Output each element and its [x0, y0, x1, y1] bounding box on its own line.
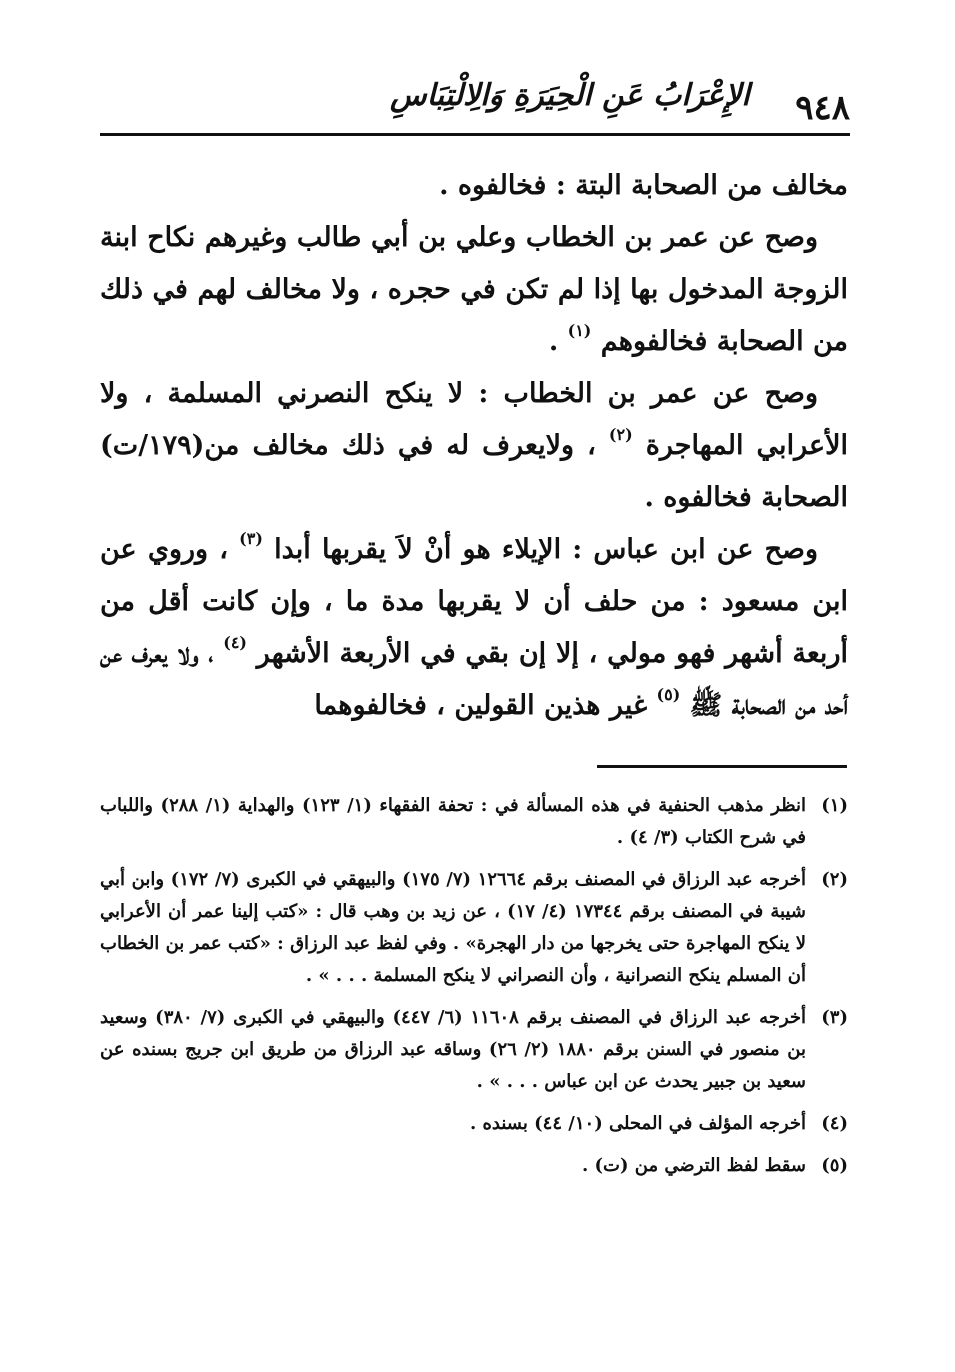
footnote-item — [100, 1150, 848, 1182]
paragraph-text: ، وروي عن ابن مسعود : من حلف أن لا يقربها مدة ما ، وإن كانت أقل من أربعة أشهر فهو مولي ، إلا إن بقي في الأربعة الأشهر — [100, 534, 848, 669]
paragraph-text: غير هذين القولين ، فخالفوهما — [314, 690, 648, 721]
footnote-text: انظر مذهب الحنفية في هذه المسألة في : تحفة الفقهاء (١/ ١٢٣) والهداية (١/ ٢٨٨) واللباب في شرح الكتاب (٣/ ٤) . — [100, 795, 807, 848]
paragraph-text: ، ولا يعرف عن أحد من الصحابة ﷺ — [100, 638, 848, 721]
paragraph-2 — [100, 212, 848, 368]
footnote-ref: (١) — [567, 321, 592, 340]
footnote-item — [100, 1108, 848, 1140]
paragraph-text: وصح عن ابن عباس : الإيلاء هو أنْ لاَ يقربها أبدا — [274, 534, 818, 565]
paragraph-text: ، ولايعرف له في ذلك مخالف من(١٧٩/ت) الصحابة فخالفوه . — [100, 430, 848, 513]
header-rule — [100, 133, 850, 136]
footnote-separator — [597, 765, 847, 768]
paragraph-4 — [100, 524, 848, 732]
page-number: ٩٤٨ — [795, 88, 850, 128]
footnote-item — [100, 864, 848, 992]
paragraph-text: وصح عن عمر بن الخطاب وعلي بن أبي طالب وغيرهم نكاح ابنة الزوجة المدخول بها إذا لم تكن في حجره ، ولا مخالف لهم في ذلك من الصحابة فخالفوهم — [100, 222, 848, 357]
paragraph-3 — [100, 368, 848, 524]
footnote-text: أخرجه المؤلف في المحلى (١٠/ ٤٤) بسنده . — [469, 1113, 806, 1134]
footnote-ref: (٣) — [239, 529, 263, 548]
footnote-number: (١) — [821, 795, 848, 816]
footnote-ref: (٥) — [656, 685, 681, 704]
footnote-number: (٥) — [821, 1155, 848, 1176]
footnote-number: (٣) — [821, 1007, 848, 1028]
paragraph-text: وصح عن عمر بن الخطاب : لا ينكح النصرني المسلمة ، ولا الأعرابي المهاجرة — [100, 378, 848, 461]
footnote-ref: (٤) — [223, 633, 247, 652]
footnote-number: (٤) — [821, 1113, 848, 1134]
footnote-text: سقط لفظ الترضي من (ت) . — [581, 1155, 806, 1176]
footnote-ref: (٢) — [608, 425, 633, 444]
footnote-text: أخرجه عبد الرزاق في المصنف برقم ١١٦٠٨ (٦/ ٤٤٧) والبيهقي في الكبرى (٧/ ٣٨٠) وسعيد بن منصور في السنن برقم ١٨٨٠ (٢/ ٢٦) وساقه عبد الرزاق من طريق ابن جريج بسنده عن سعيد بن جبير يحدث عن ابن عباس . . . » . — [100, 1007, 807, 1092]
paragraph-text: . — [548, 326, 559, 357]
footnotes — [100, 790, 848, 1192]
paragraph-text: مخالف من الصحابة البتة : فخالفوه . — [439, 170, 848, 201]
paragraph-1 — [100, 160, 848, 212]
running-title: الإِعْرَابُ عَنِ الْحِيَرَةِ وَالِالْتِبَاسِ — [390, 78, 750, 113]
main-text — [100, 160, 848, 732]
footnote-text: أخرجه عبد الرزاق في المصنف برقم ١٢٦٦٤ (٧/ ١٧٥) والبيهقي في الكبرى (٧/ ١٧٢) وابن أبي شيبة في المصنف برقم ١٧٣٤٤ (٤/ ١٧) ، عن زيد بن وهب قال : «كتب إلينا عمر أن الأعرابي لا ينكح المهاجرة حتى يخرجها من دار الهجرة» . وفي لفظ عبد الرزاق : «كتب عمر بن الخطاب أن المسلم ينكح النصرانية ، وأن النصراني لا ينكح المسلمة . . . » . — [100, 869, 807, 986]
footnote-number: (٢) — [821, 869, 848, 890]
footnote-item — [100, 1002, 848, 1098]
page-header — [100, 74, 850, 134]
footnote-item — [100, 790, 848, 854]
